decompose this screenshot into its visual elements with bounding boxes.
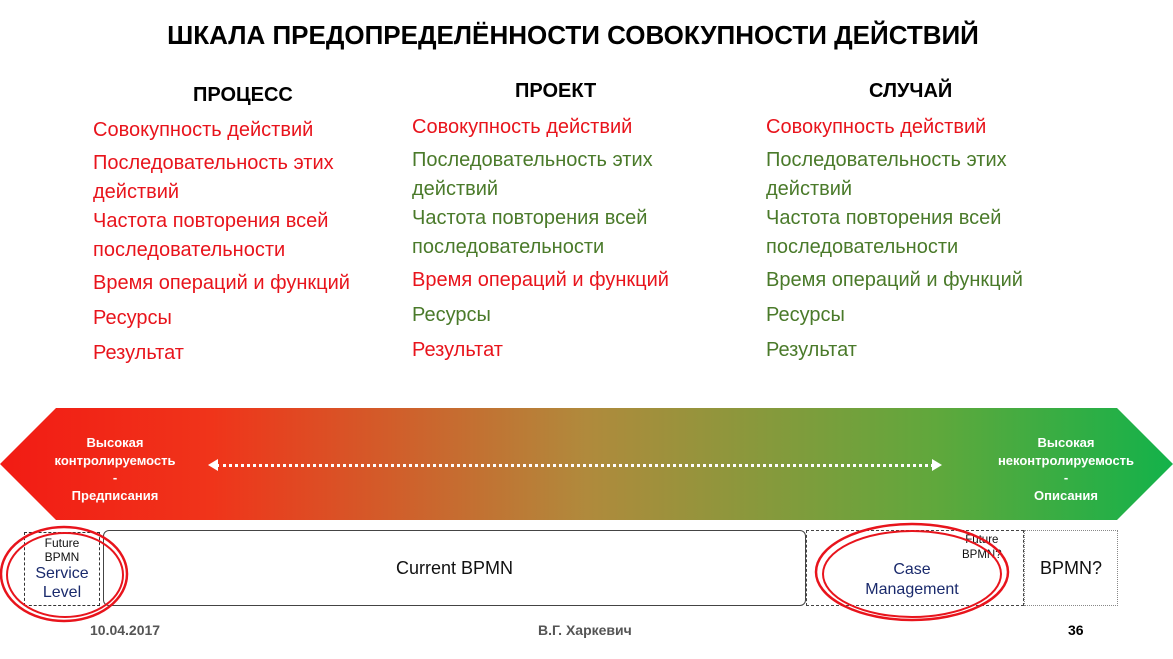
arrow-left-head-icon xyxy=(208,459,218,471)
arrow-right-head-icon xyxy=(932,459,942,471)
column-heading-case: СЛУЧАЙ xyxy=(869,80,953,102)
future-bpmn-label: Future BPMN? xyxy=(962,534,1002,561)
case-management-label: Case Management xyxy=(865,561,959,598)
slide-title: ШКАЛА ПРЕДОПРЕДЕЛЁННОСТИ СОВОКУПНОСТИ ДЕЙСТВИЙ xyxy=(167,20,979,50)
column-case xyxy=(766,113,1066,365)
column-heading-project: ПРОЕКТ xyxy=(515,80,597,102)
column-process xyxy=(93,116,393,368)
list-item: Ресурсы xyxy=(412,304,491,326)
list-item: Результат xyxy=(412,339,503,361)
highlight-circles xyxy=(0,520,1173,630)
list-item: Частота повторения всей последовательности xyxy=(93,210,329,261)
list-item: Частота повторения всей последовательности xyxy=(766,207,1002,258)
arrow-right-label: Высокая неконтролируемость - Описания xyxy=(997,435,1135,503)
service-level-circle-inner xyxy=(7,533,123,617)
column-heading-process: ПРОЦЕСС xyxy=(193,84,293,106)
list-item: Результат xyxy=(93,342,184,364)
dotted-arrow-line xyxy=(216,464,934,467)
footer-author: В.Г. Харкевич xyxy=(538,622,632,638)
service-level-circle xyxy=(1,527,127,621)
case-management-circle xyxy=(816,524,1008,620)
list-item: Последовательность этих действий xyxy=(766,149,1007,200)
list-item: Время операций и функций xyxy=(93,272,350,294)
list-item: Время операций и функций xyxy=(412,269,669,291)
list-item: Ресурсы xyxy=(766,304,845,326)
current-bpmn-box: Current BPMN xyxy=(103,530,806,606)
list-item: Совокупность действий xyxy=(766,116,987,138)
list-item: Время операций и функций xyxy=(766,269,1023,291)
column-project xyxy=(412,113,712,365)
page-number: 36 xyxy=(1068,622,1084,638)
footer-date: 10.04.2017 xyxy=(90,622,161,638)
list-item: Последовательность этих действий xyxy=(412,149,653,200)
list-item: Результат xyxy=(766,339,857,361)
bpmn-question-box: BPMN? xyxy=(1024,530,1118,606)
service-level-box: Future BPMN Service Level xyxy=(24,532,100,606)
list-item: Совокупность действий xyxy=(412,116,633,138)
list-item: Ресурсы xyxy=(93,307,172,329)
case-management-circle-inner xyxy=(823,531,1001,617)
arrow-left-label: Высокая контролируемость - Предписания xyxy=(54,435,176,503)
list-item: Совокупность действий xyxy=(93,119,314,141)
list-item: Последовательность этих действий xyxy=(93,152,334,203)
list-item: Частота повторения всей последовательности xyxy=(412,207,648,258)
